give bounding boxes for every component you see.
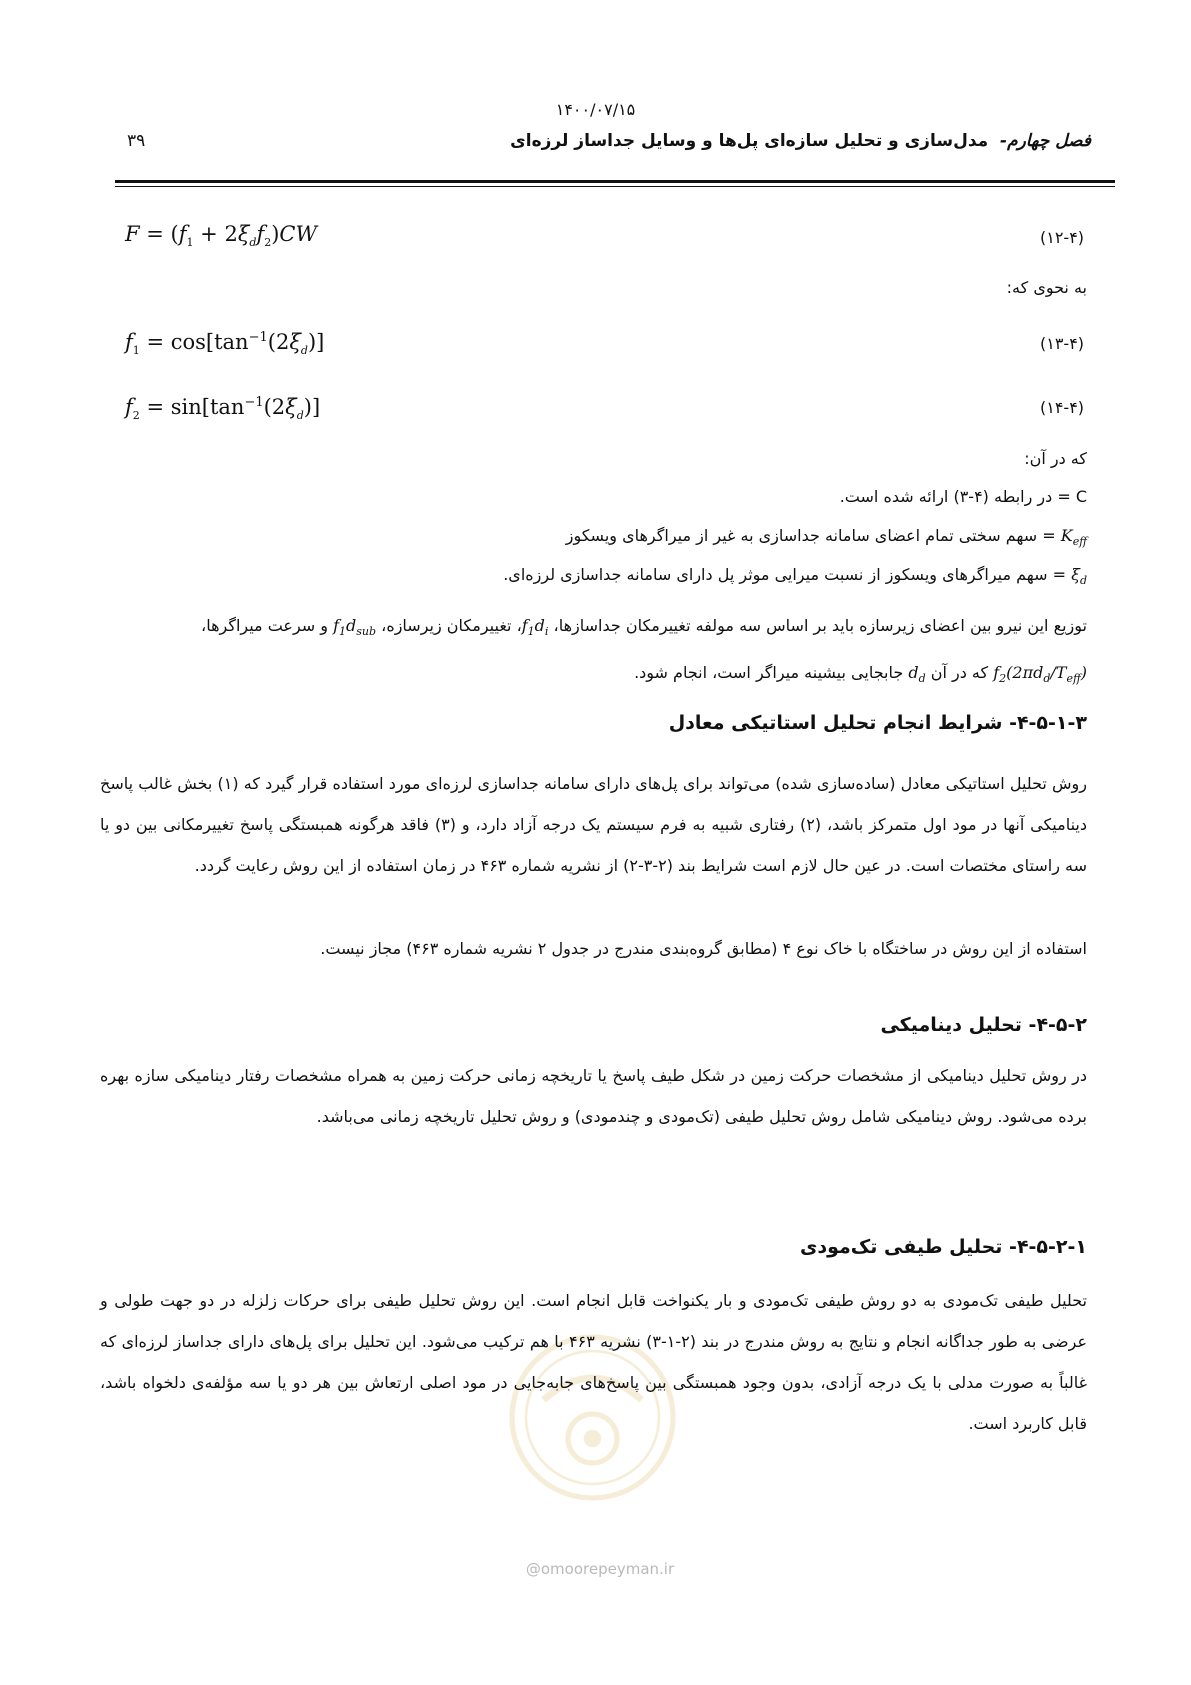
equation-number: (۱۴-۴)	[1040, 398, 1085, 417]
running-header	[510, 131, 1091, 151]
where-label: به نحوی که:	[1006, 278, 1087, 297]
section-paragraph: در روش تحلیل دینامیکی از مشخصات حرکت زمین در شکل طیف پاسخ یا تاریخچه زمانی حرکت زمین به همراه مشخصات رفتار دینامیکی سازه بهره برده می‌شود. روش دینامیکی شامل روش تحلیل طیفی (تک‌مودی و چندمودی) و روش تحلیل تاریخچه زمانی می‌باشد.	[100, 1066, 1087, 1126]
watermark-text: @omoorepeyman.ir	[525, 1560, 675, 1578]
page-number: ۳۹	[127, 131, 146, 151]
equation-12: $F = (f_1 + 2\xi_df_2)CW$	[125, 222, 318, 250]
chapter-title: مدل‌سازی و تحلیل سازه‌ای پل‌ها و وسایل جداساز لرزه‌ای	[510, 131, 989, 151]
header-rule	[115, 180, 1115, 183]
chapter-label: فصل چهارم-	[1000, 131, 1091, 151]
distribution-paragraph: توزیع این نیرو بین اعضای زیرسازه باید بر اساس سه مولفه تغییرمکان جداسازها، $f_1d_i،$ تغییرمکان زیرسازه، $f_1d_{sub}$ و سرعت میراگرها، $f_2(2\pi d_d/T_{eff})$ که در آن $d_d$ جابجایی بیشینه میراگر است، انجام شود.	[201, 616, 1087, 686]
section-paragraph: روش تحلیل استاتیکی معادل (ساده‌سازی شده) می‌تواند برای پل‌های دارای سامانه جداسازی لرزه‌ای مورد استفاده قرار گیرد که (۱) بخش غالب پاسخ دینامیکی آنها در مود اول متمرکز باشد، (۲) رفتاری شبیه به فرم سیستم یک درجه آزاد دارد، و (۳) فاقد هرگونه همبستگی پاسخ تغییرمکانی بین دو یا سه راستای مختصات است. در عین حال لازم است شرایط بند (۲-۳-۲) از نشریه شماره ۴۶۳ در زمان استفاده از این روش رعایت گردد.	[100, 774, 1087, 875]
where-label: که در آن:	[1024, 449, 1087, 468]
definition-c: C = در رابطه (۴-۳) ارائه شده است.	[839, 487, 1087, 506]
equation-number: (۱۳-۴)	[1040, 334, 1085, 353]
section-paragraph: تحلیل طیفی تک‌مودی به دو روش طیفی تک‌مودی و بار یکنواخت قابل انجام است. این روش تحلیل طیفی برای حرکات زلزله در دو جهت طولی و عرضی به طور جداگانه انجام و نتایج به روش مندرج در بند (۲-۱-۳) نشریه ۴۶۳ با هم ترکیب می‌شود. این تحلیل برای پل‌های دارای جداساز لرزه‌ای که غالباً به صورت مدلی با یک درجه آزادی، بدون وجود همبستگی بین پاسخ‌های جابه‌جایی در مود اصلی ارتعاش بین هر دو یا سه مؤلفه‌ی دلخواه باشد، قابل کاربرد است.	[100, 1291, 1088, 1433]
section-heading: ۴-۵-۲- تحلیل دینامیکی	[880, 1014, 1087, 1036]
equation-14: $f_2 = \sin[\tan^{-1}(2\xi_d)]$	[125, 395, 321, 423]
equation-13: $f_1 = \cos[\tan^{-1}(2\xi_d)]$	[125, 330, 325, 358]
equation-number: (۱۲-۴)	[1040, 228, 1085, 247]
definition-xi: $\xi_d$ = سهم میراگرهای ویسکوز از نسبت میرایی موثر پل دارای سامانه جداسازی لرزه‌ای.	[503, 565, 1087, 588]
section-heading: ۴-۵-۲-۱- تحلیل طیفی تک‌مودی	[799, 1236, 1087, 1258]
section-heading: ۴-۵-۱-۳- شرایط انجام تحلیل استاتیکی معادل	[668, 712, 1087, 734]
header-rule-thin	[115, 186, 1115, 187]
definition-keff: $K_{eff}$ = سهم سختی تمام اعضای سامانه جداسازی به غیر از میراگرهای ویسکوز	[565, 526, 1087, 549]
header-date: ۱۴۰۰/۰۷/۱۵	[555, 100, 636, 119]
section-paragraph: استفاده از این روش در ساختگاه با خاک نوع ۴ (مطابق گروه‌بندی مندرج در جدول ۲ نشریه شماره ۴۶۳) مجاز نیست.	[320, 939, 1087, 958]
